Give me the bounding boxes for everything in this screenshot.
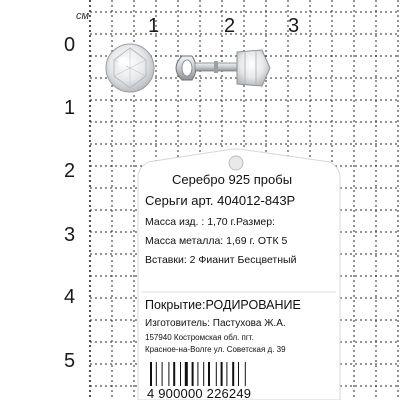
tag-manufacturer: Изготовитель: Пастухова Ж.А. [145, 318, 286, 329]
tag-metal-weight: Масса металла: 1,69 г. ОТК 5 [145, 235, 288, 247]
barcode-bar [245, 362, 246, 386]
ruler-left-2: 2 [64, 160, 76, 182]
barcode-bar [216, 362, 217, 386]
barcode-bar [192, 362, 194, 386]
ruler-top-2: 2 [224, 15, 236, 37]
barcode-bar [180, 362, 181, 386]
tag-address-1: 157940 Костромская обл. пгт. [145, 333, 254, 342]
tag-article: Серьги арт. 404012-843Р [145, 193, 296, 208]
ruler-top-1: 1 [148, 15, 160, 37]
barcode-bar [226, 362, 227, 386]
barcode-bar [162, 362, 163, 386]
ruler-left-4: 4 [64, 286, 76, 308]
ruler-unit-label: см [76, 10, 90, 22]
barcode-bar [238, 362, 239, 386]
barcode-bar [232, 362, 234, 386]
earring-stone-front [106, 44, 154, 92]
ruler-left-1: 1 [64, 97, 76, 119]
barcode-number: 4 900000 226249 [147, 386, 252, 401]
tag-hole [229, 156, 243, 170]
barcode-bar [168, 362, 169, 386]
ruler-left-3: 3 [64, 224, 76, 246]
tag-weight: Масса изд. : 1,70 г.Размер: [145, 216, 276, 228]
barcode-bar [221, 362, 223, 386]
ruler-left-0: 0 [64, 34, 76, 56]
barcode-bar [197, 362, 198, 386]
tag-address-2: Красное-на-Волге ул. Советская д. 39 [145, 345, 286, 354]
tag-inserts: Вставки: 2 Фианит Бесцветный [145, 254, 297, 266]
ruler-left-5: 5 [64, 350, 76, 372]
barcode-bar [203, 362, 204, 386]
barcode-bar [150, 362, 152, 386]
barcode-bar [208, 362, 210, 386]
tag-title: Серебро 925 пробы [172, 172, 293, 187]
ruler-top-3: 3 [288, 15, 300, 37]
barcode-bar [173, 362, 175, 386]
barcode-bar [185, 362, 188, 386]
barcode-bar [156, 362, 157, 386]
earring-side-view [176, 50, 270, 86]
tag-coating: Покрытие:РОДИРОВАНИЕ [145, 298, 301, 312]
